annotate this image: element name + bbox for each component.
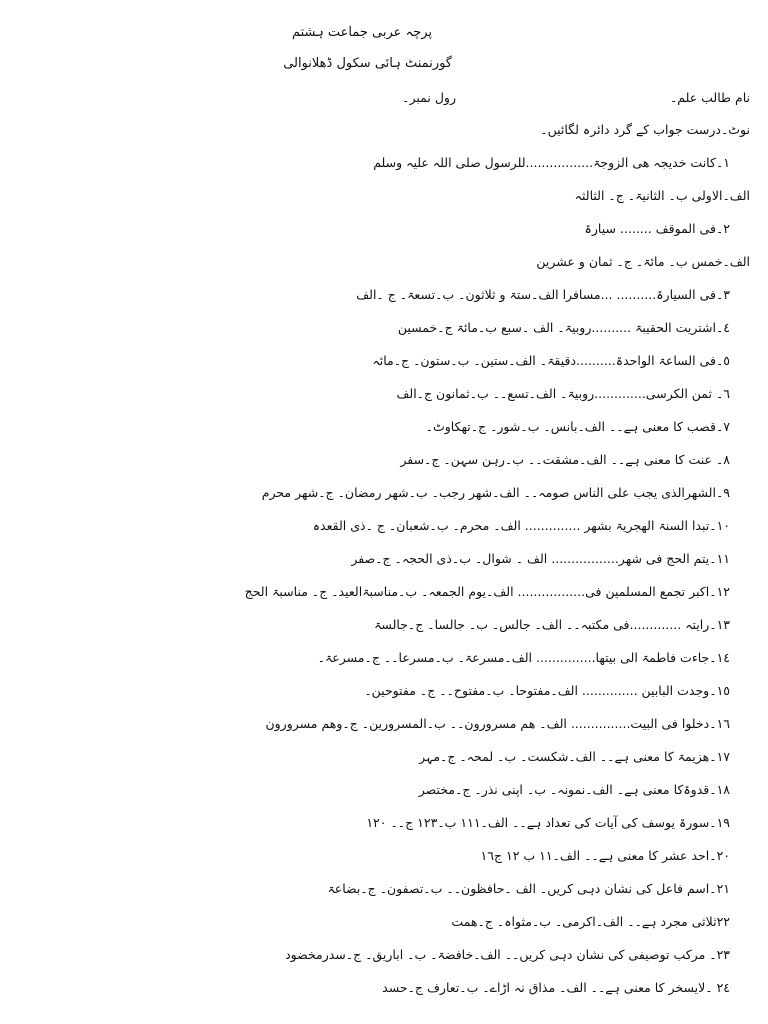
question-19: ۱۹۔سورۃ یوسف کی آیات کی تعداد ہے۔۔ الف۔۱۱۱ ب۔۱۲۳ ج۔۔ ۱۲۰: [366, 815, 730, 830]
question-5: ٥۔فی الساعۃ الواحدۃ..........دقیقۃ۔ الف۔ستین۔ ب۔ستون۔ ج۔مائہ: [372, 353, 730, 368]
question-22: ۲۲ثلاثی مجرد ہے۔۔ الف۔اکرمی۔ ب۔مثواہ۔ ج۔ھمت: [451, 914, 730, 929]
question-15: ۱٥۔وجدت البابین .............. الف۔مفتوحا۔ ب۔مفتوح۔۔ ج۔ مفتوحین۔: [364, 683, 730, 698]
question-24: ۲٤ ۔لایسخر کا معنی ہے۔۔ الف۔ مذاق نہ اڑاے۔ ب۔تعارف ج۔حسد: [382, 980, 730, 995]
question-17: ۱۷۔ھزیمۃ کا معنی ہے۔۔ الف۔شکست۔ ب۔ لمحہ۔ ج۔مہر: [419, 749, 730, 764]
question-11: ۱۱۔یتم الحج فی شھر................. الف ۔ شوال۔ ب۔ذی الحجہ۔ ج۔صفر: [351, 551, 730, 566]
school-name: گورنمنٹ ہائی سکول ڈھلانوالی: [283, 56, 452, 71]
question-20: ۲۰۔احد عشر کا معنی ہے۔۔ الف۔۱۱ ب ۱۲ ج۱٦: [480, 848, 730, 863]
instruction-note: نوٹ۔درست جواب کے گرد دائرہ لگائیں۔: [540, 122, 750, 137]
paper-title: پرچہ عربی جماعت ہشتم: [291, 25, 432, 40]
question-3: ۳۔فی السیارۃ.......... ...مسافرا الف۔ستۃ و ثلاثون۔ ب۔تسعۃ۔ ج ۔الف: [356, 287, 730, 302]
question-4: ٤۔اشتریت الحقیبۃ ..........روبیۃ۔ الف ۔سبع ب۔مائۃ ج۔خمسین: [397, 320, 730, 335]
question-8: ۸۔ عنت کا معنی ہے۔۔ الف۔مشقت۔۔ ب۔رہن سہن۔ ج۔سفر: [400, 452, 730, 467]
question-7: ۷۔قصب کا معنی ہے۔۔ الف۔بانس۔ ب۔شور۔ ج۔تھکاوٹ۔: [425, 419, 730, 434]
question-21: ۲۱۔اسم فاعل کی نشان دہی کریں۔ الف ۔حافظون۔۔ ب۔تصفون۔ ج۔بضاعۃ: [327, 881, 730, 896]
options-2: الف۔خمس ب۔ مائۃ۔ ج۔ ثمان و عشرین: [536, 254, 750, 269]
question-10: ۱۰۔تبدا السنۃ الھجریۃ بشھر .............. الف۔ محرم۔ ب۔شعبان۔ ج ۔ذی القعدہ: [312, 518, 730, 533]
question-23: ۲۳۔ مرکب توصیفی کی نشان دہی کریں۔۔ الف۔خافضۃ۔ ب۔ اباریق۔ ج۔سدرمخضود: [285, 947, 730, 962]
student-name-label: نام طالب علم۔: [669, 90, 750, 105]
question-1: ۱۔کانت خدیجہ ھی الزوجۃ.................للرسول صلی اللہ علیہ وسلم: [373, 155, 730, 170]
options-1: الف۔الاولی ب۔ الثانیۃ۔ ج۔ الثالثہ: [574, 188, 750, 203]
question-9: ۹۔الشھرالذی یجب علی الناس صومہ۔۔ الف۔شھر رجب۔ ب۔شھر رمضان۔ ج۔شھر محرم: [261, 485, 730, 500]
question-18: ۱۸۔قدوۃکا معنی ہے۔ الف۔نمونہ۔ ب۔ اپنی نذر۔ ج۔مختصر: [418, 782, 730, 797]
question-6: ٦۔ ثمن الکرسی.............روبیۃ۔ الف۔تسع۔۔ ب۔ثمانون ج۔الف: [396, 386, 730, 401]
question-2: ۲۔فی الموقف ........ سیارۃ: [584, 221, 730, 236]
question-14: ۱٤۔جاءت فاطمۃ الی بیتھا............... الف۔مسرعۃ۔ ب۔مسرعا۔۔ ج۔مسرعۃ۔: [317, 650, 730, 665]
roll-number-label: رول نمبر۔: [402, 90, 456, 105]
question-16: ۱٦۔دخلوا فی البیت............... الف۔ ھم مسرورون۔۔ ب۔المسرورین۔ ج۔وھم مسرورون: [265, 716, 730, 731]
question-12: ۱۲۔اکبر تجمع المسلمین فی................. الف۔یوم الجمعہ۔ ب۔مناسبۃالعید۔ ج۔ مناسبۃ الحج: [244, 584, 730, 599]
question-13: ۱۳۔رایتہ .............فی مکتبہ۔۔ الف۔ جالس۔ ب۔ جالسا۔ ج۔جالسۃ: [374, 617, 730, 632]
